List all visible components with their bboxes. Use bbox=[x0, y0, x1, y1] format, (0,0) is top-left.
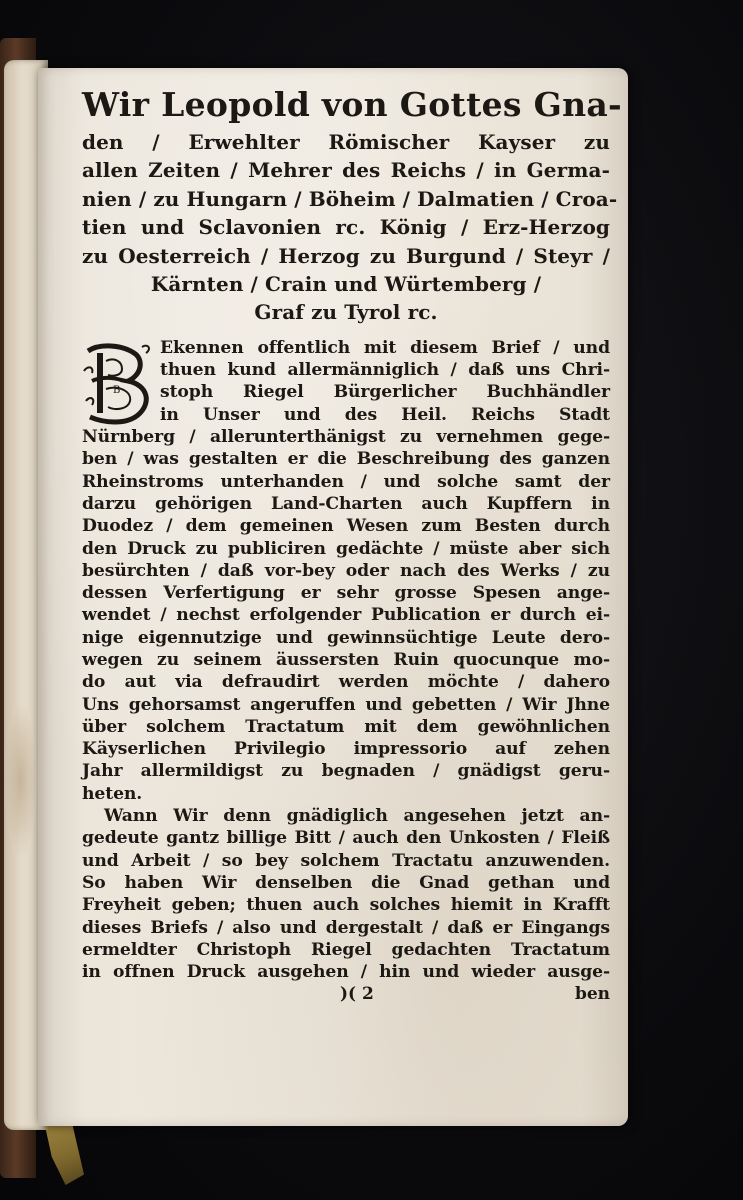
text-line: ben / was gestalten er die Beschreibung des ganzen bbox=[82, 449, 610, 470]
paragraph-1 bbox=[82, 337, 610, 805]
title-line: den / Erwehlter Römischer Kayser zu bbox=[82, 130, 610, 154]
text-line: ermeldter Christoph Riegel gedachten Tractatum bbox=[82, 939, 610, 960]
text-line: über solchem Tractatum mit dem gewöhnlichen bbox=[82, 716, 610, 737]
title-line: allen Zeiten / Mehrer des Reichs / in Germa- bbox=[82, 158, 610, 183]
text-line: dieses Briefs / also und dergestalt / daß er Eingangs bbox=[82, 917, 610, 938]
title-line: Wir Leopold von Gottes Gna- bbox=[82, 85, 623, 124]
paragraph-2 bbox=[82, 805, 610, 983]
catchword: ben bbox=[574, 984, 610, 1005]
text-line: in offnen Druck ausgehen / hin und wieder ausge- bbox=[82, 962, 610, 983]
text-line: darzu gehörigen Land-Charten auch Kupffern in bbox=[82, 493, 610, 514]
text-line: wendet / nechst erfolgender Publication er durch ei- bbox=[82, 605, 610, 626]
text-line: und Arbeit / so bey solchem Tractatu anzuwenden. bbox=[82, 850, 610, 871]
text-line: Rheinstroms unterhanden / und solche samt der bbox=[82, 471, 610, 492]
book-page bbox=[38, 68, 628, 1126]
text-line: do aut via defraudirt werden möchte / dahero bbox=[82, 672, 610, 693]
signature-mark: )( 2 bbox=[340, 984, 374, 1005]
title-line: tien und Sclavonien rc. König / Erz-Herzog bbox=[82, 215, 610, 240]
text-line: gedeute gantz billige Bitt / auch den Unkosten / Fleiß bbox=[82, 828, 610, 849]
text-line: wegen zu seinem äussersten Ruin quocunque mo- bbox=[82, 650, 610, 670]
text-line: Jahr allermildigst zu begnaden / gnädigst geru- bbox=[82, 761, 610, 782]
page-text bbox=[82, 82, 623, 1007]
text-line: nige eigennutzige und gewinnsüchtige Leute dero- bbox=[82, 627, 610, 648]
title-line: Graf zu Tyrol rc. bbox=[254, 300, 438, 325]
text-line: Wann Wir denn gnädiglich angesehen jetzt an- bbox=[104, 806, 610, 827]
text-line: besürchten / daß vor-bey oder nach des Werks / zu bbox=[82, 560, 610, 581]
page-stain bbox=[6, 700, 36, 860]
text-line: den Druck zu publiciren gedächte / müste aber sich bbox=[82, 538, 610, 559]
text-line: Ekennen offentlich mit diesem Brief / und bbox=[160, 337, 610, 358]
text-line: heten. bbox=[82, 783, 143, 804]
page-footer bbox=[82, 983, 610, 1007]
initial-letter: B bbox=[113, 384, 121, 396]
text-line: Uns gehorsamst angeruffen und gebetten / Wir Jhne bbox=[82, 694, 610, 715]
title-line: zu Oesterreich / Herzog zu Burgund / Steyr / bbox=[82, 243, 610, 268]
text-line: Käyserlichen Privilegio impressorio auf zehen bbox=[82, 739, 610, 760]
text-line: stoph Riegel Bürgerlicher Buchhändler bbox=[160, 382, 610, 403]
text-line: Duodez / dem gemeinen Wesen zum Besten durch bbox=[82, 516, 610, 537]
text-line: in Unser und des Heil. Reichs Stadt bbox=[160, 404, 610, 425]
title-line: Kärnten / Crain und Würtemberg / bbox=[150, 272, 542, 297]
text-line: So haben Wir denselben die Gnad gethan und bbox=[82, 872, 610, 893]
title-block bbox=[82, 82, 623, 327]
decorated-initial-B bbox=[82, 341, 156, 425]
text-line: Nürnberg / allerunterthänigst zu vernehmen gege- bbox=[82, 427, 610, 448]
text-line: dessen Verfertigung er sehr grosse Spesen ange- bbox=[82, 583, 610, 604]
text-line: Freyheit geben; thuen auch solches hiemit in Krafft bbox=[82, 895, 610, 916]
text-line: thuen kund allermänniglich / daß uns Chri- bbox=[160, 360, 610, 381]
title-line: nien / zu Hungarn / Böheim / Dalmatien / Croa- bbox=[82, 186, 618, 211]
